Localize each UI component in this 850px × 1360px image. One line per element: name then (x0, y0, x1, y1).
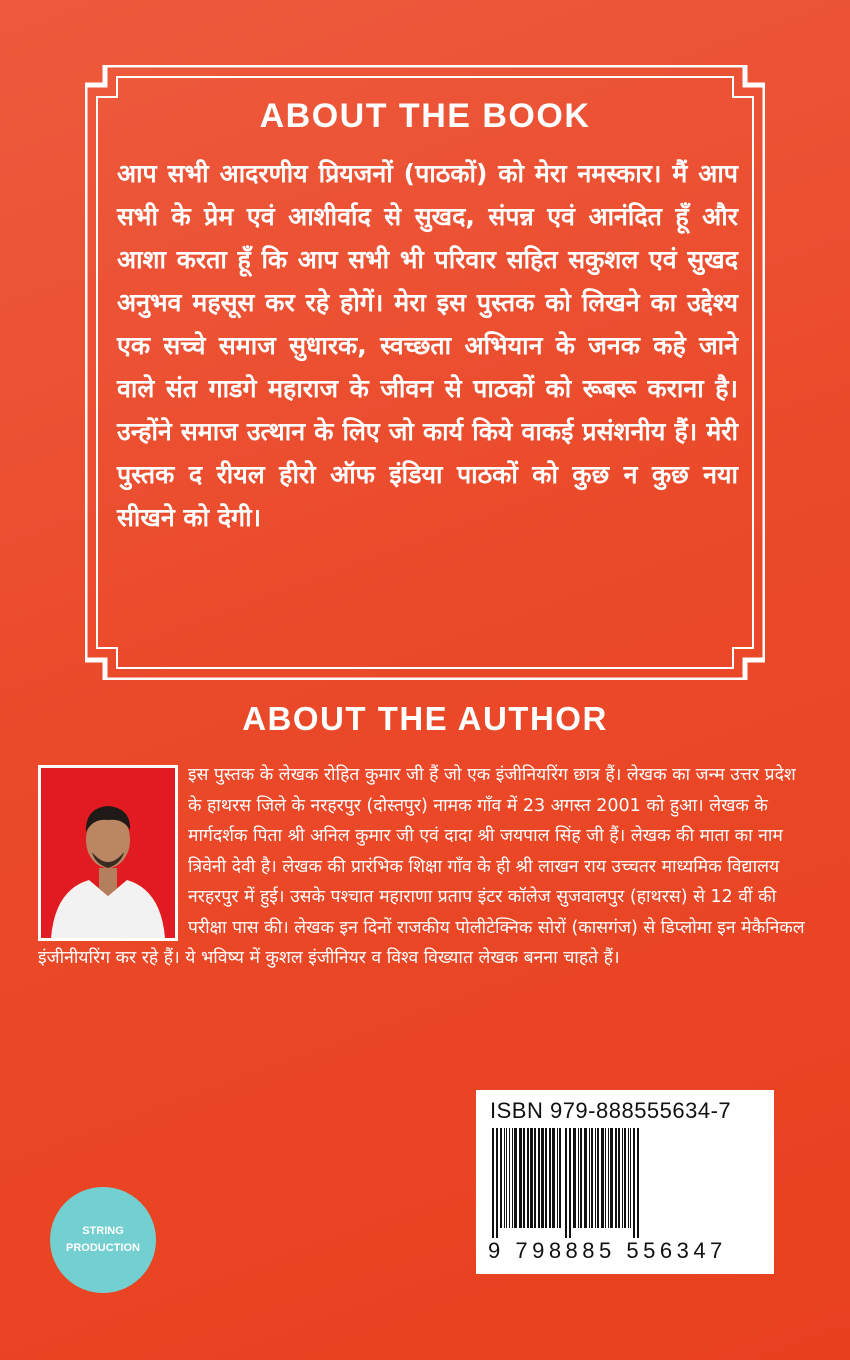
barcode-bar (519, 1128, 522, 1228)
isbn-label: ISBN 979-888555634-7 (490, 1098, 732, 1123)
barcode-bar (506, 1128, 507, 1228)
barcode-bar (552, 1128, 555, 1228)
barcode-bar (569, 1128, 571, 1238)
barcode-bar (492, 1128, 494, 1238)
barcode-bar (523, 1128, 525, 1228)
barcode-bar (565, 1128, 567, 1238)
barcode-bar (527, 1128, 529, 1228)
publisher-logo (50, 1187, 156, 1293)
barcode-bar (534, 1128, 536, 1228)
barcode-bar (610, 1128, 613, 1228)
isbn-barcode (476, 1090, 774, 1274)
barcode-bar (557, 1128, 558, 1228)
barcode-bar (601, 1128, 604, 1228)
barcode-bar (618, 1128, 620, 1228)
about-book-heading: ABOUT THE BOOK (259, 97, 591, 135)
barcode-bar (514, 1128, 517, 1228)
barcode-bar (628, 1128, 629, 1228)
barcode-bar (504, 1128, 505, 1228)
barcode-bar (580, 1128, 582, 1228)
barcode-bars (488, 1128, 762, 1238)
barcode-bar (615, 1128, 617, 1228)
barcode-bar (549, 1128, 551, 1228)
barcode-bar (559, 1128, 561, 1228)
barcode-bar (538, 1128, 540, 1228)
publisher-name (58, 1223, 148, 1257)
barcode-bar (633, 1128, 635, 1238)
barcode-bar (595, 1128, 596, 1228)
barcode-bar (589, 1128, 590, 1228)
barcode-bar (500, 1128, 502, 1228)
barcode-bar (591, 1128, 593, 1228)
barcode-bar (578, 1128, 579, 1228)
author-bio: इस पुस्तक के लेखक रोहित कुमार जी हैं जो एक इंजीनियरिंग छात्र हैं। लेखक का जन्म उत्तर प्रदेश के हाथरस जिले के नरहरपुर (दोस्तपुर) नामक गाँव में 23 अगस्त 2001 को हुआ। लेखक के मार्गदर्शक पिता श्री अनिल कुमार जी एवं दादा श्री जयपाल सिंह जी हैं। लेखक की माता का नाम त्रिवेनी देवी है। लेखक की प्रारंभिक शिक्षा गाँव के ही श्री लाखन राय उच्चतर माध्यमिक विद्यालय नरहरपुर में हुई। उसके पश्चात महाराणा प्रताप इंटर कॉलेज सुजवालपुर (हाथरस) से 12 वीं की परीक्षा पास की। लेखक इन दिनों राजकीय पोलीटेक्निक सोरों (कासगंज) से डिप्लोमा इन मेकैनिकल इंजीनीयरिंग कर रहे हैं। ये भविष्य में कुशल इंजीनियर व विश्व विख्यात लेखक बनना चाहते हैं। (38, 765, 805, 968)
barcode-bar (496, 1128, 498, 1238)
about-author-heading: ABOUT THE AUTHOR (242, 700, 608, 737)
about-author-text (38, 760, 813, 974)
barcode-bar (637, 1128, 639, 1238)
barcode-bar (630, 1128, 631, 1228)
barcode-bar (584, 1128, 587, 1228)
barcode-bar (622, 1128, 623, 1228)
barcode-bar (624, 1128, 626, 1228)
about-book-text: आप सभी आदरणीय प्रियजनों (पाठकों) को मेरा नमस्कार। मैं आप सभी के प्रेम एवं आशीर्वाद से सुखद, संपन्न एवं आनंदित हूँ और आशा करता हूँ कि आप सभी भी परिवार सहित सकुशल एवं सुखद अनुभव महसूस कर रहे होगें। मेरा इस पुस्तक को लिखने का उद्देश्य एक सच्चे समाज सुधारक, स्वच्छता अभियान के जनक कहे जाने वाले संत गाडगे महाराज के जीवन से पाठकों को रूबरू कराना है। उन्होंने समाज उत्थान के लिए जो कार्य किये वाकई प्रसंशनीय हैं। मेरी पुस्तक द रीयल हीरो ऑफ इंडिया पाठकों को कुछ न कुछ नया सीखने को देगी। (117, 159, 738, 532)
barcode-bar (509, 1128, 510, 1228)
barcode-bar (608, 1128, 609, 1228)
barcode-bar (512, 1128, 513, 1228)
publisher-line-2: PRODUCTION (66, 1242, 140, 1254)
barcode-bar (530, 1128, 533, 1228)
barcode-bar (541, 1128, 544, 1228)
publisher-line-1: STRING (82, 1225, 124, 1237)
photo-spacer (38, 760, 188, 942)
barcode-bar (605, 1128, 606, 1228)
barcode-bar (597, 1128, 599, 1228)
barcode-digits: 9 798885 556347 (488, 1238, 727, 1263)
barcode-bar (573, 1128, 576, 1228)
barcode-bar (545, 1128, 547, 1228)
